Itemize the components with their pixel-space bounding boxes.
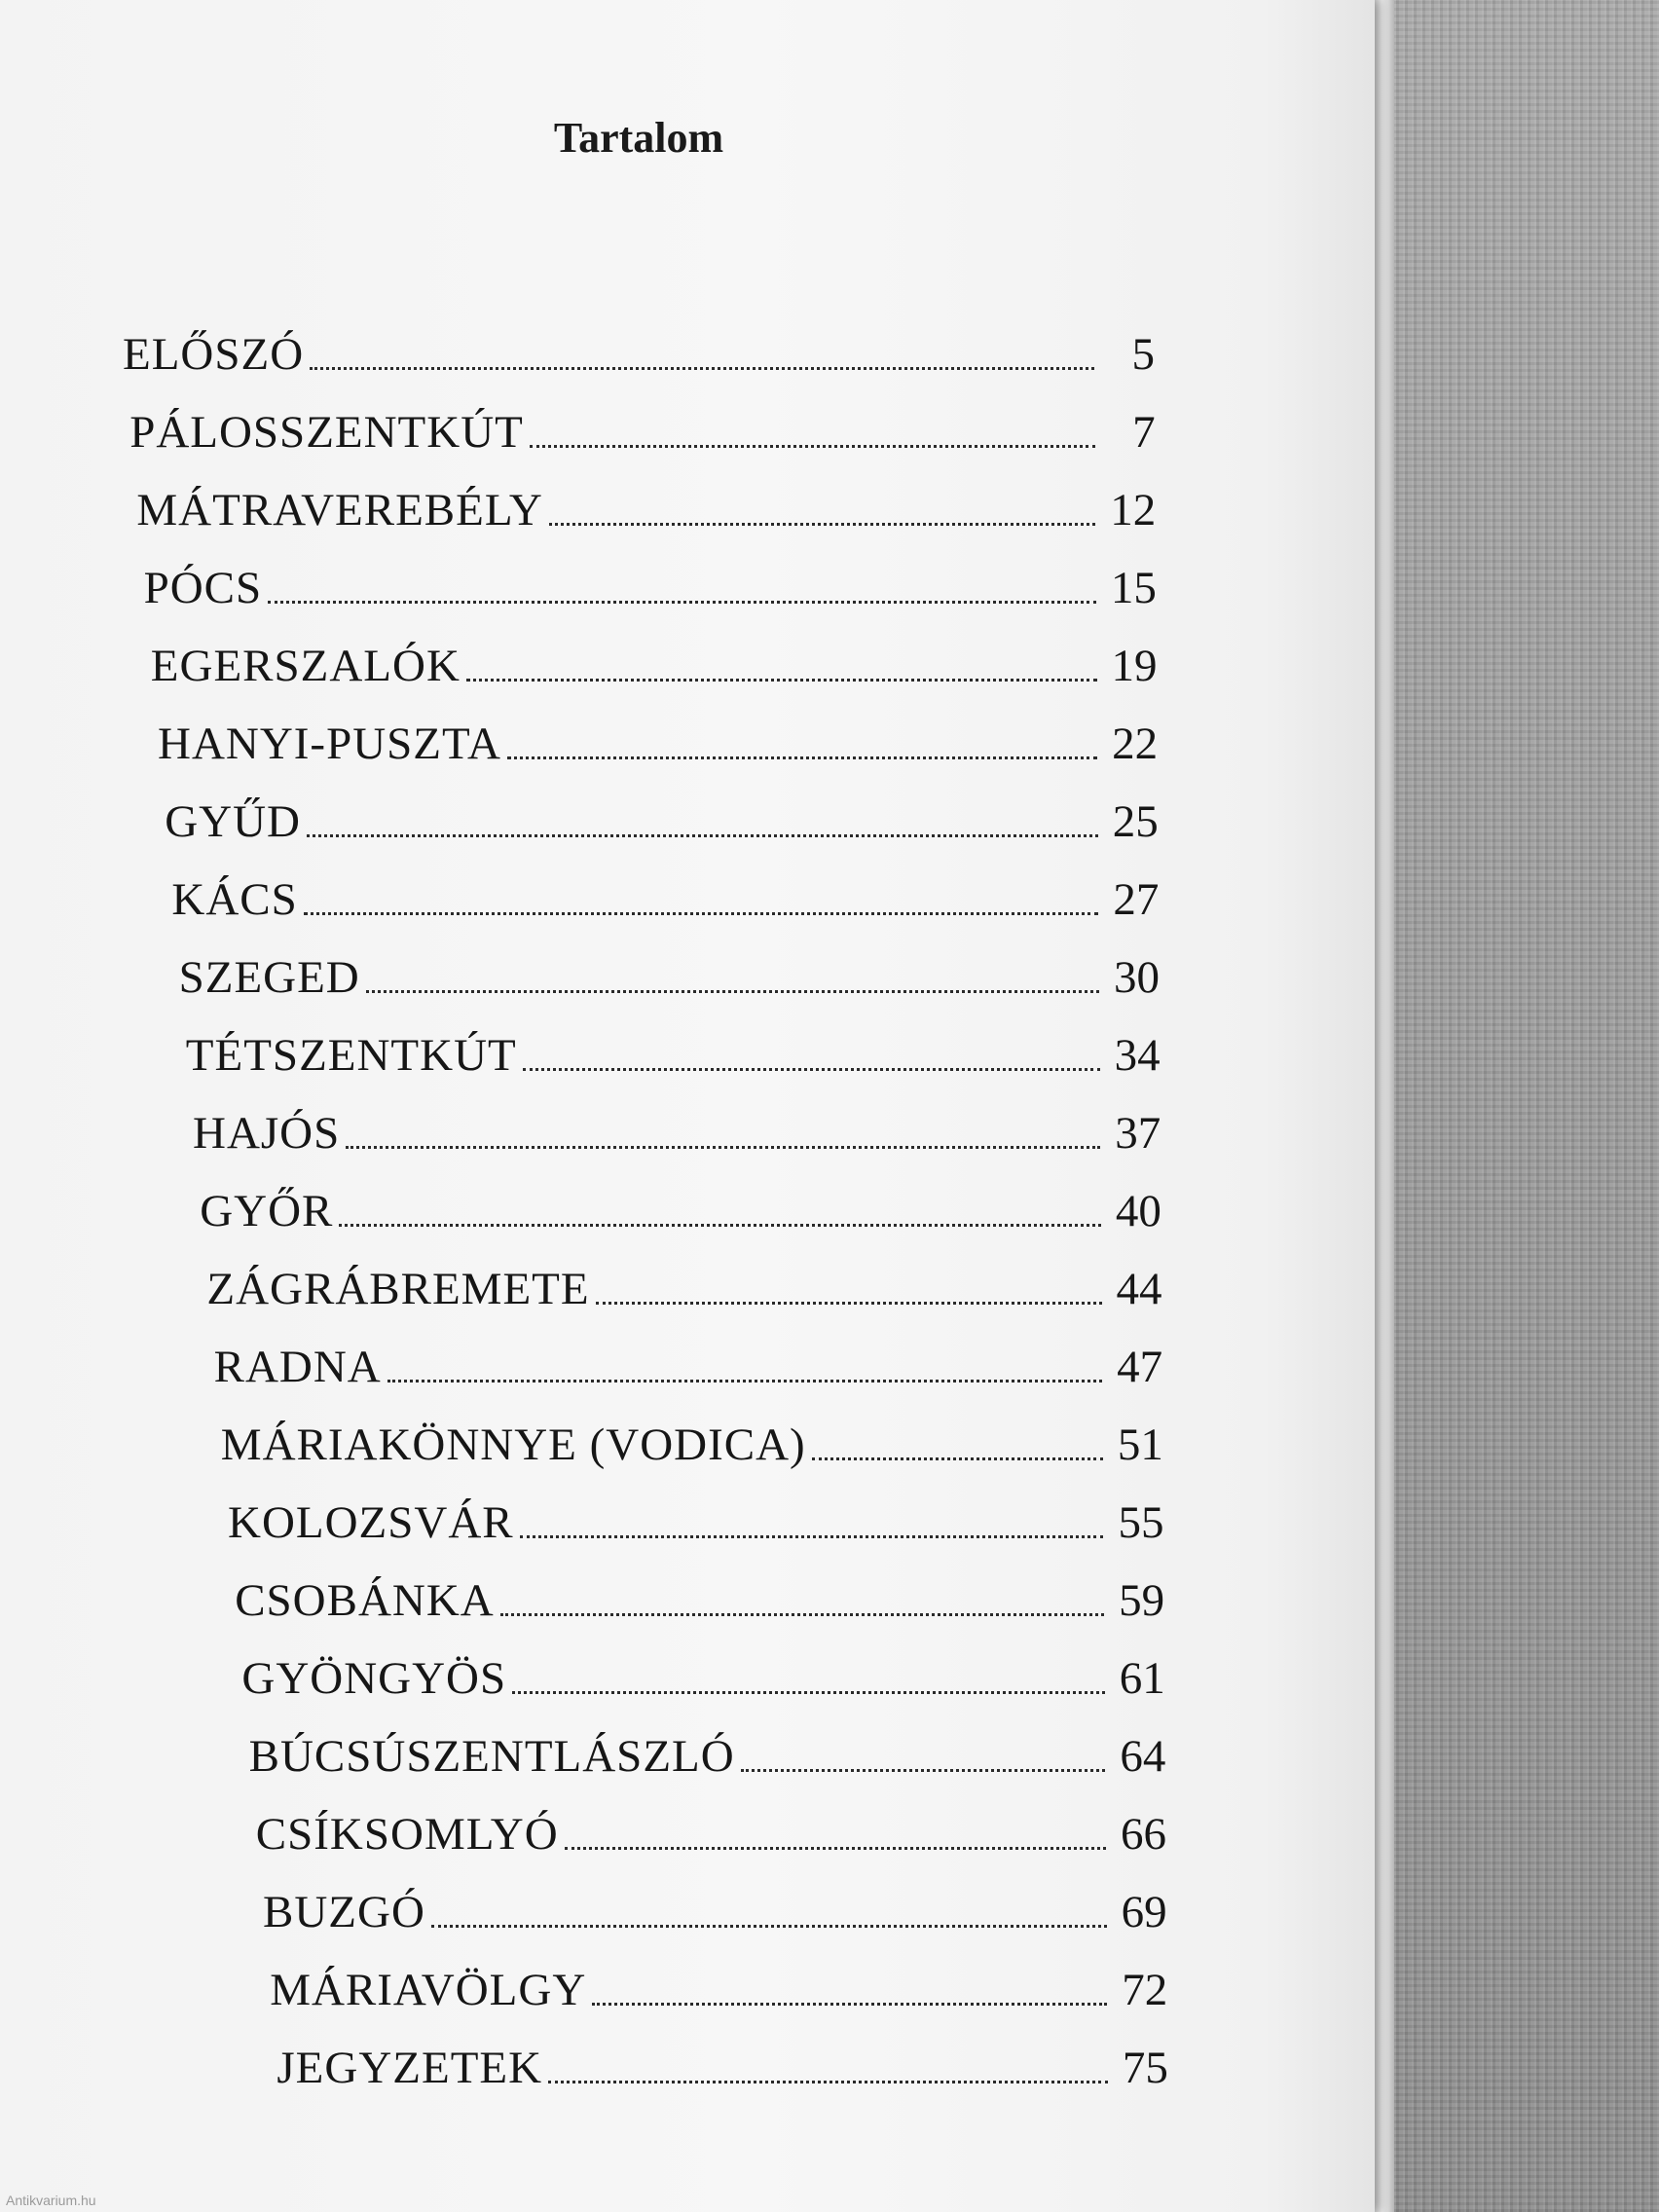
toc-dot-leader — [366, 990, 1099, 993]
toc-dot-leader — [812, 1457, 1103, 1460]
toc-entry-label: MÁRIAVÖLGY — [270, 1965, 587, 2015]
toc-entry — [151, 621, 1158, 689]
toc-entry-label: CSÍKSOMLYÓ — [255, 1809, 559, 1860]
toc-entry — [249, 1712, 1166, 1780]
toc-entry-page-number: 59 — [1119, 1575, 1165, 1626]
toc-entry — [270, 1945, 1167, 2013]
toc-dot-leader — [310, 367, 1094, 370]
toc-entry — [144, 543, 1157, 611]
toc-entry — [158, 699, 1158, 767]
toc-entry — [179, 933, 1160, 1001]
toc-dot-leader — [592, 2003, 1107, 2006]
toc-dot-leader — [466, 679, 1097, 682]
toc-dot-leader — [346, 1146, 1100, 1149]
toc-entry-label: JEGYZETEK — [276, 2043, 543, 2093]
toc-entry-label: CSOBÁNKA — [235, 1575, 495, 1626]
toc-dot-leader — [596, 1302, 1102, 1305]
toc-dot-leader — [565, 1847, 1106, 1850]
toc-entry-page-number: 69 — [1121, 1887, 1167, 1937]
toc-entry — [276, 2023, 1167, 2091]
toc-entry-label: GYŰD — [165, 796, 301, 847]
toc-dot-leader — [500, 1613, 1104, 1616]
toc-entry-label: GYÖNGYÖS — [241, 1653, 507, 1704]
toc-entry-page-number: 64 — [1120, 1731, 1166, 1782]
toc-dot-leader — [523, 1068, 1100, 1071]
toc-dot-leader — [520, 1535, 1104, 1538]
toc-entry-label: TÉTSZENTKÚT — [185, 1030, 517, 1081]
toc-entry — [263, 1867, 1167, 1936]
toc-entry-label: KOLOZSVÁR — [228, 1497, 514, 1548]
toc-entry-page-number: 22 — [1112, 719, 1159, 769]
toc-entry-label: HAJÓS — [193, 1108, 341, 1159]
toc-entry-page-number: 72 — [1122, 1965, 1168, 2015]
toc-entry-page-number: 75 — [1122, 2043, 1168, 2093]
toc-entry-label: MÁRIAKÖNNYE (VODICA) — [220, 1419, 806, 1470]
toc-entry — [129, 387, 1155, 456]
toc-entry-label: KÁCS — [171, 874, 298, 925]
toc-entry-page-number: 5 — [1131, 329, 1155, 380]
toc-entry — [186, 1011, 1161, 1079]
toc-dot-leader — [307, 834, 1098, 837]
toc-entry — [136, 465, 1156, 534]
toc-entry-page-number: 44 — [1116, 1264, 1162, 1314]
toc-dot-leader — [507, 756, 1097, 759]
toc-dot-leader — [339, 1224, 1101, 1227]
toc-entry-page-number: 15 — [1110, 563, 1157, 613]
toc-entry — [193, 1088, 1161, 1157]
toc-dot-leader — [268, 601, 1096, 604]
toc-entry-page-number: 34 — [1114, 1030, 1161, 1081]
toc-dot-leader — [530, 445, 1095, 448]
toc-dot-leader — [548, 2081, 1108, 2083]
table-surface — [1394, 0, 1659, 2212]
toc-entry-page-number: 19 — [1111, 641, 1158, 691]
toc-entry — [206, 1244, 1161, 1312]
toc-entry-label: HANYI-PUSZTA — [158, 719, 501, 769]
toc-entry — [228, 1478, 1163, 1546]
toc-dot-leader — [387, 1380, 1102, 1382]
toc-entry-label: ZÁGRÁBREMETE — [206, 1264, 590, 1314]
toc-entry-page-number: 25 — [1112, 796, 1159, 847]
toc-entry — [171, 855, 1159, 923]
toc-entry-page-number: 61 — [1119, 1653, 1165, 1704]
toc-entry-label: PÁLOSSZENTKÚT — [129, 407, 524, 458]
toc-entry — [165, 777, 1159, 845]
toc-entry — [123, 310, 1155, 378]
toc-entry-page-number: 30 — [1114, 952, 1161, 1003]
toc-entry-label: BUZGÓ — [263, 1887, 425, 1937]
toc-dot-leader — [512, 1691, 1105, 1694]
toc-entry — [214, 1322, 1163, 1390]
toc-entry-page-number: 47 — [1117, 1342, 1163, 1392]
toc-entry-label: BÚCSÚSZENTLÁSZLÓ — [248, 1731, 735, 1782]
toc-entry-page-number: 51 — [1117, 1419, 1163, 1470]
watermark: Antikvarium.hu — [6, 2193, 96, 2208]
toc-entry-label: RADNA — [213, 1342, 382, 1392]
toc-dot-leader — [304, 912, 1099, 915]
toc-entry-label: SZEGED — [178, 952, 360, 1003]
toc-entry-label: ELŐSZÓ — [123, 329, 305, 380]
toc-entry-page-number: 55 — [1118, 1497, 1164, 1548]
toc-entry — [241, 1634, 1164, 1702]
toc-entry-page-number: 27 — [1113, 874, 1160, 925]
toc-entry-page-number: 40 — [1115, 1186, 1161, 1236]
toc-entry-page-number: 66 — [1120, 1809, 1166, 1860]
toc-entry — [221, 1400, 1163, 1468]
toc-dot-leader — [431, 1925, 1107, 1928]
toc-entry — [200, 1166, 1161, 1235]
page-title: Tartalom — [553, 114, 724, 162]
toc-dot-leader — [741, 1769, 1106, 1772]
toc-entry-page-number: 7 — [1132, 407, 1156, 458]
toc-entry-label: GYŐR — [200, 1186, 334, 1236]
toc-entry — [256, 1789, 1166, 1858]
toc-entry-label: MÁTRAVEREBÉLY — [136, 485, 543, 535]
toc-entry — [235, 1556, 1164, 1624]
toc-entry-label: EGERSZALÓK — [150, 641, 461, 691]
toc-entry-page-number: 37 — [1115, 1108, 1161, 1159]
toc-dot-leader — [549, 523, 1095, 526]
toc-entry-label: PÓCS — [143, 563, 263, 613]
page-edge — [1375, 0, 1394, 2212]
toc-entry-page-number: 12 — [1110, 485, 1157, 535]
